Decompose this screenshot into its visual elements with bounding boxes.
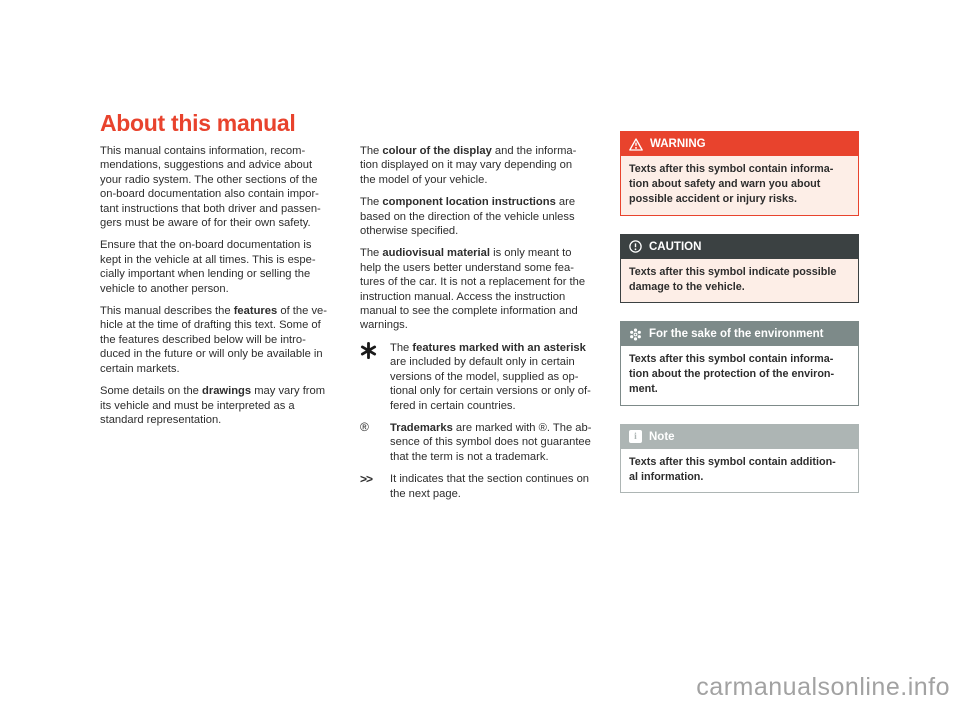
warning-triangle-icon — [629, 138, 643, 151]
note-box-title: Note — [649, 430, 675, 443]
environment-box-title: For the sake of the environment — [649, 328, 824, 341]
caution-box — [620, 234, 859, 303]
warning-box-header — [621, 132, 858, 156]
paragraph-audiovisual: The audiovisual material is only meant to help the users better understand some fea- tures of the car. It is not a replacement for the instruction manual. Access the instruction manual to see the complete information and warnings. — [360, 247, 586, 332]
caution-box-title: CAUTION — [649, 240, 702, 253]
environment-box-text: Texts after this symbol contain informa- tion about the protection of the environ- ment. — [621, 346, 858, 405]
paragraph-display-colour: The colour of the display and the informa- tion displayed on it may vary depending on the model of your vehicle. — [360, 145, 577, 186]
caution-box-text: Texts after this symbol indicate possible damage to the vehicle. — [621, 259, 858, 302]
caution-box-header — [621, 235, 858, 259]
legend-text-trademark: Trademarks are marked with ®. The ab- sence of this symbol does not guarantee that the term is not a trademark. — [390, 421, 592, 463]
circle-exclamation-icon — [629, 240, 642, 253]
page-title: About this manual — [100, 110, 296, 137]
paragraph-drawings: Some details on the drawings may vary from its vehicle and must be interpreted as a standard representation. — [100, 385, 326, 426]
text-column-2 — [360, 144, 612, 509]
watermark: carmanualsonline.info — [696, 673, 950, 701]
note-box-header — [621, 425, 858, 449]
paragraph-intro: This manual contains information, recom- mendations, suggestions and advice about your radio system. The other sections of the on-board documentation also contain impor- tant instructions that both driver and passen- gers must be aware of for their own safety. — [100, 145, 321, 230]
warning-box-title: WARNING — [650, 138, 706, 150]
legend-text-asterisk: The features marked with an asterisk are included by default only in certain versions of the model, supplied as op- tional only for certain versions or only of- fered in certain countries. — [390, 341, 591, 412]
asterisk-icon — [360, 341, 390, 413]
notice-boxes-column — [620, 131, 859, 511]
paragraph-component-location: The component location instructions are based on the direction of the vehicle unless otherwise specified. — [360, 196, 576, 238]
paragraph-features: This manual describes the features of the ve- hicle at the time of drafting this text. Some of the features described below will be intro- duced in the future or will only be available in certain markets. — [100, 305, 327, 375]
warning-box — [620, 131, 859, 216]
environment-box — [620, 321, 859, 406]
paragraph-onboard-docs: Ensure that the on-board documentation is kept in the vehicle at all times. This is espe- cially important when lending or selling the vehicle to another person. — [100, 239, 316, 295]
info-square-icon: i — [629, 430, 642, 443]
environment-box-header — [621, 322, 858, 346]
note-box — [620, 424, 859, 493]
registered-trademark-icon: ® — [360, 419, 369, 434]
flower-icon — [629, 328, 642, 341]
legend-item-continuation — [360, 472, 612, 501]
double-chevron-icon: >> — [360, 472, 373, 487]
warning-box-text: Texts after this symbol contain informa- tion about safety and warn you about possible accident or injury risks. — [621, 156, 858, 215]
text-column-1 — [100, 144, 352, 435]
legend-text-continuation: It indicates that the section continues on the next page. — [390, 473, 590, 500]
legend-item-asterisk — [360, 341, 612, 413]
legend-item-trademark — [360, 421, 612, 464]
note-box-text: Texts after this symbol contain addition- al information. — [621, 449, 858, 492]
symbol-legend — [360, 341, 612, 501]
